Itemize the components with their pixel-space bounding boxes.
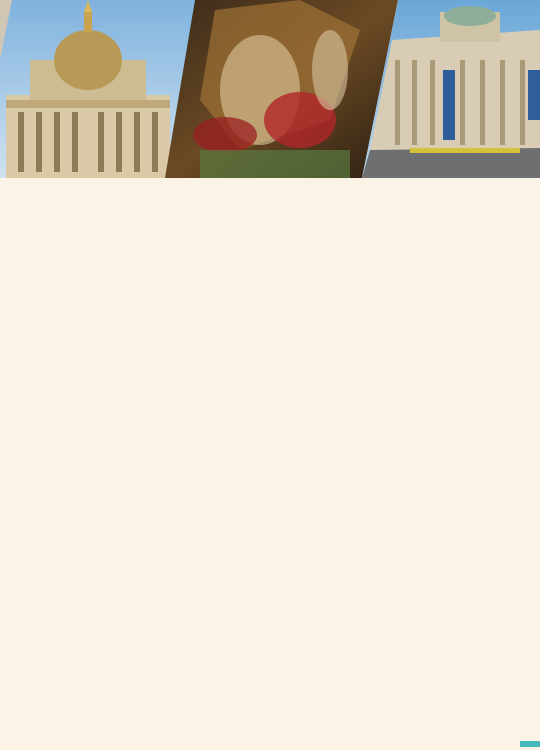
header-photo-collage xyxy=(0,0,540,178)
collage-image xyxy=(0,0,540,178)
page-number-bar xyxy=(520,741,540,747)
